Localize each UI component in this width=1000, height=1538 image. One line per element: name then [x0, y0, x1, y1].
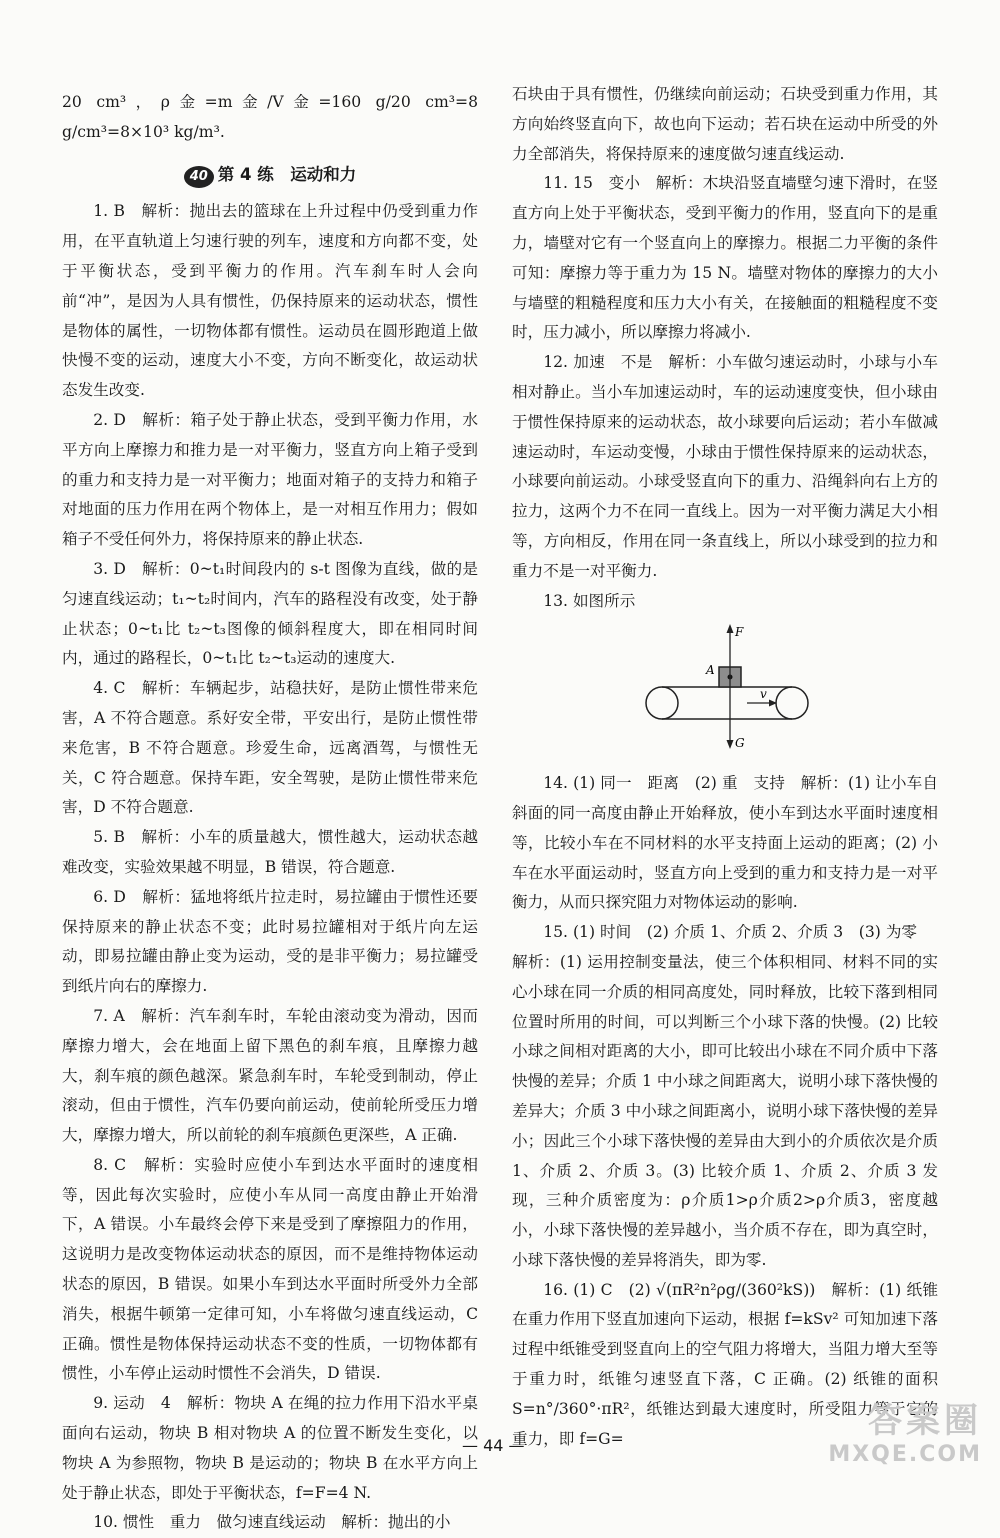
section-badge: 40: [184, 166, 214, 188]
page-number: — 44 —: [462, 1436, 525, 1455]
answer-paragraph: 13. 如图所示: [543, 591, 636, 610]
section-title: 第 4 练 运动和力: [217, 164, 357, 184]
label-a: A: [706, 663, 715, 678]
answer-paragraph: 8. C 解析：实验时应使小车到达水平面时的速度相等，因此每次实验时，应使小车从同一高度由静止开始滑下，A 错误。小车最终会停下来是受到了摩擦阻力的作用，这说明力是改变物体运动状态的原因，而不是维持物体运动状态的原因，B 错误。如果小车到达水平面时所受外力全部消失，根据牛顿第一定律可知，小车将做匀速直线运动，C 正确。惯性是物体保持运动状态不变的性质，一切物体都有惯性，小车停止运动时惯性不会消失，D 错误.: [62, 1155, 478, 1383]
answer-paragraph: 11. 15 变小 解析：木块沿竖直墙壁匀速下滑时，在竖直方向上处于平衡状态，受到平衡力的作用，竖直向下的是重力，墙壁对它有一个竖直向上的摩擦力。根据二力平衡的条件可知：摩擦力等于重力为 15 N。墙壁对物体的摩擦力的大小与墙壁的粗糙程度和压力大小有关，在接触面的粗糙程度不变时，压力减小，所以摩擦力将减小.: [512, 174, 938, 342]
top-formula: 20 cm³，ρ金=m金/V金=160 g/20 cm³=8 g/cm³=8×10³ kg/m³.: [62, 93, 478, 141]
answer-paragraph: 16. (1) C (2) √(πR²n²ρg/(360²kS)) 解析：(1) 纸锥在重力作用下竖直加速向下运动，根据 f=kSv² 可知加速下落过程中纸锥受到竖直向上的空气阻力将增大，当阻力增大至等于重力时，纸锥匀速竖直下落，C 正确。(2) 纸锥的面积 S=n°/360°·πR²，纸锥达到最大速度时，所受阻力等于它的重力，即 f=G=: [512, 1280, 938, 1448]
left-column: [62, 88, 478, 1538]
label-v: v: [760, 687, 767, 702]
answer-paragraph: 解析：(1) 运用控制变量法，使三个体积相同、材料不同的实心小球在同一介质的相同高度处，同时释放，比较下落到相同位置时所用的时间，可以判断三个小球下落的快慢。(2) 比较小球之间相对距离的大小，即可比较出小球在不同介质中下落快慢的差异；介质 1 中小球之间距离大，说明小球下落快慢的差异大；介质 3 中小球之间距离小，说明小球下落快慢的差异小；因此三个小球下落快慢的差异由大到小的介质依次是介质 1、介质 2、介质 3。(3) 比较介质 1、介质 2、介质 3 发现，三种介质密度为：ρ介质1>ρ介质2>ρ介质3，密度越小，小球下落快慢的差异越小，当介质不存在，即为真空时，小球下落快慢的差异将消失，即为零.: [512, 952, 938, 1269]
answer-paragraph: 10. 惯性 重力 做匀速直线运动 解析：抛出的小: [93, 1513, 451, 1532]
label-f: F: [735, 625, 744, 640]
right-roller: [776, 687, 808, 719]
answer-paragraph: 6. D 解析：猛地将纸片拉走时，易拉罐由于惯性还要保持原来的静止状态不变；此时易拉罐相对于纸片向左运动，即易拉罐由静止变为运动，受的是非平衡力；易拉罐受到纸片向右的摩擦力.: [62, 887, 478, 996]
force-diagram: [642, 622, 938, 763]
watermark-line2: MXQE.COM: [828, 1442, 982, 1467]
answer-paragraph: 5. B 解析：小车的质量越大，惯性越大，运动状态越难改变，实验效果越不明显，B 错误，符合题意.: [62, 828, 478, 876]
left-roller: [646, 687, 678, 719]
answer-paragraph: 4. C 解析：车辆起步，站稳扶好，是防止惯性带来危害，A 不符合题意。系好安全带，平安出行，是防止惯性带来危害，B 不符合题意。珍爱生命，远离酒驾，与惯性无关，C 符合题意。保持车距，安全驾驶，是防止惯性带来危害，D 不符合题意.: [62, 679, 478, 817]
right-column: [512, 80, 938, 1454]
answer-paragraph: 石块由于具有惯性，仍继续向前运动；石块受到重力作用，其方向始终竖直向下，故也向下运动；若石块在运动中所受的外力全部消失，将保持原来的速度做匀速直线运动.: [512, 85, 938, 163]
answer-paragraph: 7. A 解析：汽车刹车时，车轮由滚动变为滑动，因而摩擦力增大，会在地面上留下黑色的刹车痕，且摩擦力越大，刹车痕的颜色越深。紧急刹车时，车轮受到制动，停止滚动，但由于惯性，汽车仍要向前运动，使前轮所受压力增大，摩擦力增大，所以前轮的刹车痕颜色更深些，A 正确.: [62, 1006, 478, 1145]
force-diagram-svg: [642, 622, 812, 752]
answer-paragraph: 15. (1) 时间 (2) 介质 1、介质 2、介质 3 (3) 为零: [543, 923, 918, 942]
answer-paragraph: 2. D 解析：箱子处于静止状态，受到平衡力作用，水平方向上摩擦力和推力是一对平衡力，竖直方向上箱子受到的重力和支持力是一对平衡力；地面对箱子的支持力和箱子对地面的压力作用在两个物体上，是一对相互作用力；假如箱子不受任何外力，将保持原来的静止状态.: [62, 410, 478, 549]
watermark: [828, 1393, 982, 1467]
answer-paragraph: 1. B 解析：抛出去的篮球在上升过程中仍受到重力作用，在平直轨道上匀速行驶的列车，速度和方向都不变，处于平衡状态，受到平衡力的作用。汽车刹车时人会向前“冲”，是因为人具有惯性，仍保持原来的运动状态，惯性是物体的属性，一切物体都有惯性。运动员在圆形跑道上做快慢不变的运动，速度大小不变，方向不断变化，故运动状态发生改变.: [62, 202, 478, 400]
answer-paragraph: 12. 加速 不是 解析：小车做匀速运动时，小球与小车相对静止。当小车加速运动时，车的运动速度变快，但小球由于惯性保持原来的运动状态，故小球要向后运动；若小车做减速运动时，车运动变慢，小球由于惯性保持原来的运动状态，小球要向前运动。小球受竖直向下的重力、沿绳斜向右上方的拉力，这两个力不在同一直线上。因为一对平衡力满足大小相等，方向相反，作用在同一条直线上，所以小球受到的拉力和重力不是一对平衡力.: [512, 353, 938, 580]
force-f-arrowhead: [727, 624, 734, 633]
answer-paragraph: 9. 运动 4 解析：物块 A 在绳的拉力作用下沿水平桌面向右运动，物块 B 相对物块 A 的位置不断发生变化，以物块 A 为参照物，物块 B 是运动的；物块 B 在水平方向上处于静止状态，即处于平衡状态，f=F=4 N.: [62, 1394, 478, 1502]
answer-paragraph: 3. D 解析：0~t₁时间段内的 s-t 图像为直线，做的是匀速直线运动；t₁~t₂时间内，汽车的路程没有改变，处于静止状态；0~t₁比 t₂~t₃图像的倾斜程度大，即在相同时间内，通过的路程长，0~t₁比 t₂~t₃运动的速度大.: [62, 559, 478, 668]
section-heading: [62, 160, 478, 190]
answer-paragraph: 14. (1) 同一 距离 (2) 重 支持 解析：(1) 让小车自斜面的同一高度由静止开始释放，使小车到达水平面时速度相等，比较小车在不同材料的水平支持面上运动的距离；(2) 小车在水平面运动时，竖直方向上受到的重力和支持力是一对平衡力，从而只探究阻力对物体运动的影响.: [512, 774, 938, 912]
watermark-line1: 答案圈: [868, 1401, 982, 1441]
label-g: G: [735, 736, 745, 751]
force-g-arrowhead: [727, 740, 734, 749]
